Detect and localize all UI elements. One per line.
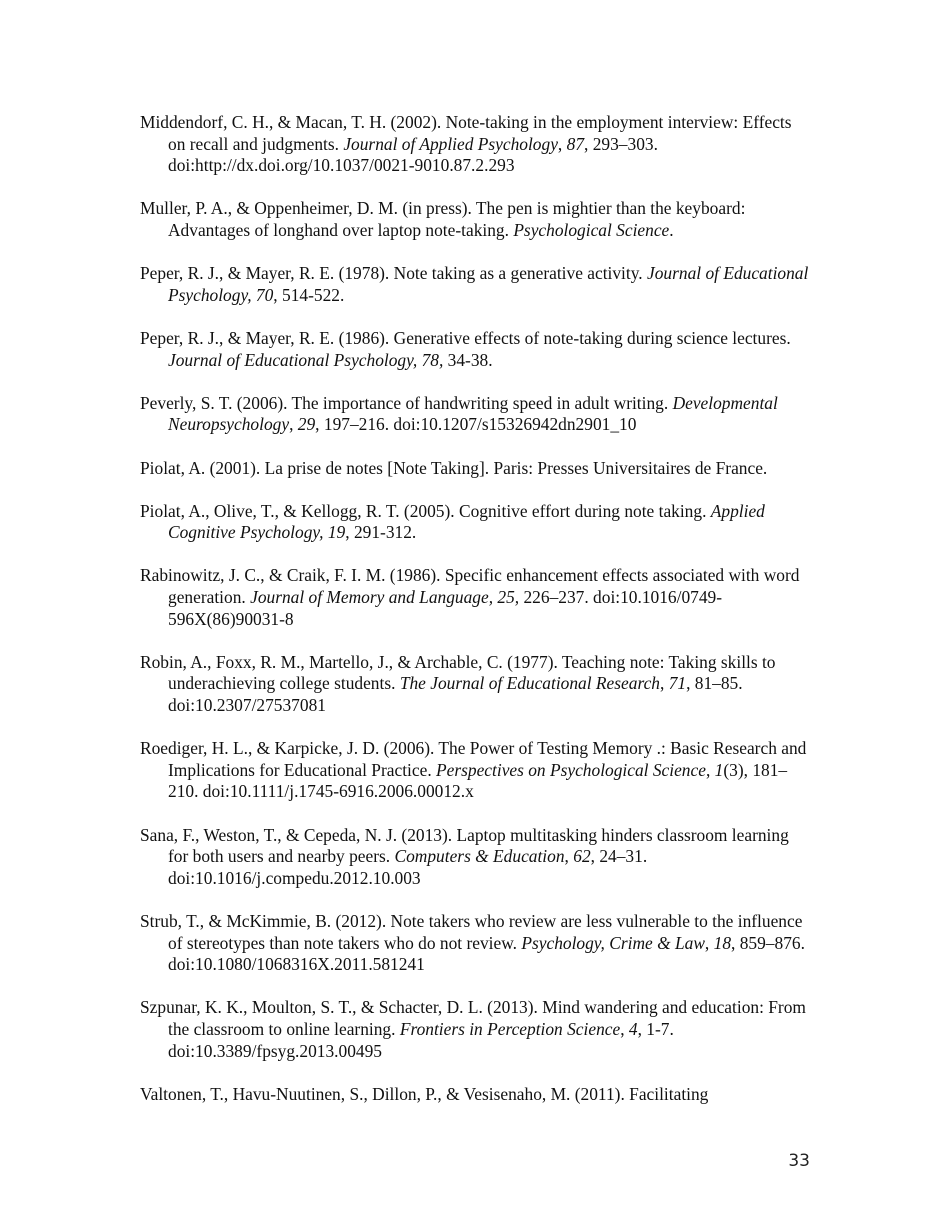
reference-entry (140, 458, 812, 480)
reference-entry (140, 328, 812, 371)
reference-italic-text: 29 (297, 414, 316, 435)
reference-italic-text: Journal of Educational Psychology, 78, (168, 349, 444, 370)
reference-text: Peper, R. J., & Mayer, R. E. (1978). Note taking as a generative activity. (140, 263, 647, 284)
reference-entry (140, 1084, 812, 1106)
reference-italic-text: 18 (713, 932, 732, 953)
reference-entry (140, 393, 812, 436)
reference-text: , 197–216. doi:10.1207/s15326942dn2901_10 (315, 414, 637, 435)
reference-text: , (705, 759, 715, 780)
reference-text: , 1-7. doi:10.3389/fpsyg.2013.00495 (168, 1018, 674, 1061)
reference-text: , (659, 673, 669, 694)
reference-text: Rabinowitz, J. C., & Craik, F. I. M. (1986). Specific enhancement effects associated with word generation. (140, 565, 800, 608)
reference-text: Middendorf, C. H., & Macan, T. H. (2002). Note-taking in the employment interview: Effects on recall and judgments. (140, 112, 792, 154)
reference-text: , (557, 133, 567, 154)
page-number: 33 (788, 1151, 810, 1171)
reference-entry (140, 911, 812, 976)
reference-text: 226–237. doi:10.1016/0749-596X(86)90031-8 (168, 587, 723, 629)
reference-entry (140, 825, 812, 890)
reference-text: (3), 181–210. doi:10.1111/j.1745-6916.2006.00012.x (168, 759, 788, 802)
reference-italic-text: Journal of Educational Psychology, 70 (168, 263, 809, 305)
reference-text: 34-38. (443, 349, 493, 370)
reference-italic-text: 4 (628, 1018, 638, 1039)
reference-text: Piolat, A., Olive, T., & Kellogg, R. T. (2005). Cognitive effort during note taking. (140, 500, 711, 521)
reference-text: Piolat, A. (2001). La prise de notes [Note Taking]. Paris: Presses Universitaires de France. (140, 457, 768, 478)
reference-text: , 81–85. doi:10.2307/27537081 (168, 673, 743, 716)
reference-italic-text: 62 (573, 846, 591, 867)
reference-italic-text: Psychological Science (513, 219, 670, 240)
reference-italic-text: 71 (668, 673, 687, 694)
reference-italic-text: Computers & Education (394, 846, 565, 867)
reference-italic-text: Applied Cognitive Psychology, 19 (168, 500, 765, 543)
reference-italic-text: 1 (714, 759, 724, 780)
reference-entry (140, 198, 812, 241)
reference-text: Szpunar, K. K., Moulton, S. T., & Schacter, D. L. (2013). Mind wandering and education: From the classroom to online learning. (140, 997, 806, 1039)
reference-italic-text: Journal of Memory and Language, 25, (250, 587, 520, 608)
reference-entry (140, 997, 812, 1062)
reference-italic-text: 87 (566, 133, 585, 154)
reference-text: , 293–303. doi:http://dx.doi.org/10.1037/0021-9010.87.2.293 (168, 133, 658, 176)
reference-text: , (620, 1018, 629, 1039)
reference-entry (140, 501, 812, 544)
reference-entry (140, 112, 812, 177)
reference-text: Roediger, H. L., & Karpicke, J. D. (2006). The Power of Testing Memory .: Basic Research and Implications for Educational Practice. (140, 738, 807, 780)
reference-entry (140, 652, 812, 717)
reference-text: Sana, F., Weston, T., & Cepeda, N. J. (2013). Laptop multitasking hinders classroom learning for both users and nearby peers. (140, 824, 789, 867)
reference-text: Strub, T., & McKimmie, B. (2012). Note takers who review are less vulnerable to the influence of stereotypes than note takers who do not review. (140, 910, 803, 953)
reference-list (140, 112, 812, 1127)
reference-entry (140, 263, 812, 306)
reference-text: , (564, 846, 574, 867)
reference-text: , 514-522. (273, 284, 345, 305)
reference-italic-text: Psychology, Crime & Law (521, 932, 705, 953)
reference-italic-text: The Journal of Educational Research (399, 673, 660, 694)
reference-text: Valtonen, T., Havu-Nuutinen, S., Dillon, P., & Vesisenaho, M. (2011). Facilitating (140, 1083, 709, 1104)
reference-text: , (704, 932, 714, 953)
reference-text: , 24–31. doi:10.1016/j.compedu.2012.10.003 (168, 846, 648, 888)
reference-italic-text: Journal of Applied Psychology (343, 133, 558, 154)
reference-text: . (669, 219, 674, 240)
reference-text: Peverly, S. T. (2006). The importance of handwriting speed in adult writing. (140, 392, 673, 413)
reference-text: Robin, A., Foxx, R. M., Martello, J., & Archable, C. (1977). Teaching note: Taking skills to underachieving college students. (140, 651, 776, 694)
reference-text: Peper, R. J., & Mayer, R. E. (1986). Generative effects of note-taking during science lectures. (140, 327, 791, 348)
reference-italic-text: Frontiers in Perception Science (399, 1018, 621, 1039)
reference-italic-text: Developmental Neuropsychology (168, 392, 778, 435)
reference-entry (140, 738, 812, 803)
reference-italic-text: Perspectives on Psychological Science (436, 759, 706, 780)
reference-text: , (289, 414, 298, 435)
reference-text: , 291-312. (345, 522, 417, 543)
reference-text: Muller, P. A., & Oppenheimer, D. M. (in press). The pen is mightier than the keyboard: Advantages of longhand over laptop note-taking. (140, 198, 746, 240)
reference-entry (140, 565, 812, 630)
reference-text: , 859–876. doi:10.1080/1068316X.2011.581241 (168, 932, 805, 975)
